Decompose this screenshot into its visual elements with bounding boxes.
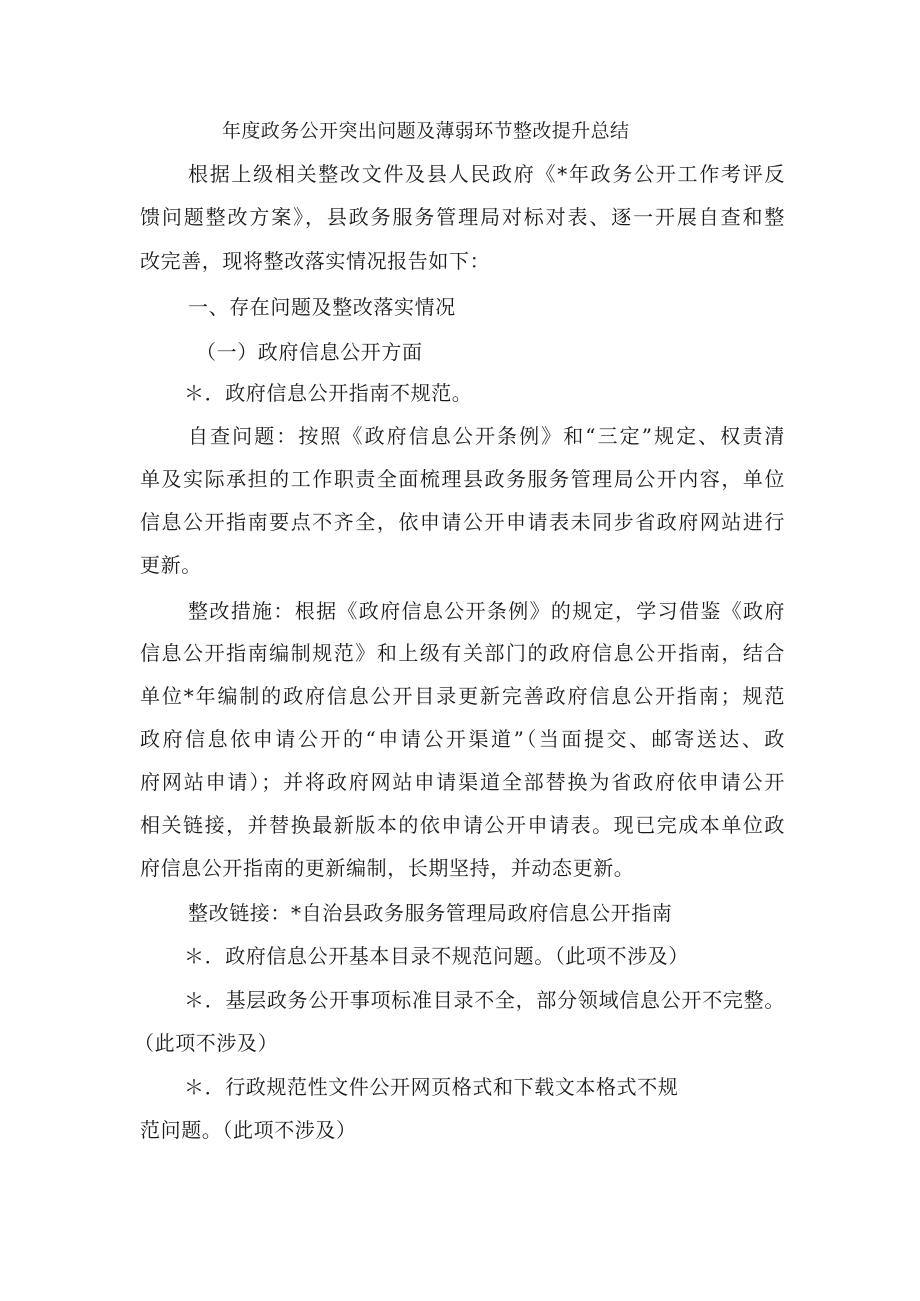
item-4-line-1: ＊．行政规范性文件公开网页格式和下载文本格式不规 [184,1075,679,1099]
item-3-line-1: ＊．基层政务公开事项标准目录不全，部分领域信息公开不完整。 [184,988,785,1012]
item-1-heading: ＊．政府信息公开指南不规范。 [184,381,473,405]
item-4-line-2: 范问题。（此项不涉及） [140,1118,357,1142]
item-2-line: ＊．政府信息公开基本目录不规范问题。（此项不涉及） [184,944,689,968]
self-check-line-3: 信息公开指南要点不齐全，依申请公开申请表未同步省政府网站进行 [140,510,785,534]
intro-line-1: 根据上级相关整改文件及县人民政府《*年政务公开工作考评反 [188,162,785,186]
measure-line-1: 整改措施：根据《政府信息公开条例》的规定，学习借鉴《政府 [188,599,785,623]
document-title: 年度政务公开突出问题及薄弱环节整改提升总结 [222,120,630,142]
intro-line-2: 馈问题整改方案》，县政务服务管理局对标对表、逐一开展自查和整 [140,205,785,229]
self-check-line-2: 单及实际承担的工作职责全面梳理县政务服务管理局公开内容，单位 [140,467,785,491]
item-3-line-2: （此项不涉及） [134,1031,279,1055]
measure-line-6: 相关链接，并替换最新版本的依申请公开申请表。现已完成本单位政 [140,813,785,837]
self-check-line-4: 更新。 [140,553,202,577]
measure-line-4: 政府信息依申请公开的“申请公开渠道”（当面提交、邮寄送达、政 [140,727,785,751]
measure-line-3: 单位*年编制的政府信息公开目录更新完善政府信息公开指南；规范 [140,684,785,708]
intro-line-3: 改完善，现将整改落实情况报告如下： [140,249,491,273]
measure-line-7: 府信息公开指南的更新编制，长期坚持，并动态更新。 [140,856,635,880]
measure-line-5: 府网站申请）；并将政府网站申请渠道全部替换为省政府依申请公开 [140,770,785,794]
self-check-line-1: 自查问题：按照《政府信息公开条例》和“三定”规定、权责清 [188,424,785,448]
rectification-link-line: 整改链接：*自治县政务服务管理局政府信息公开指南 [188,901,673,925]
section-heading-1: 一、存在问题及整改落实情况 [188,295,456,319]
measure-line-2: 信息公开指南编制规范》和上级有关部门的政府信息公开指南，结合 [140,641,785,665]
subsection-heading-1: （一）政府信息公开方面 [196,340,423,364]
